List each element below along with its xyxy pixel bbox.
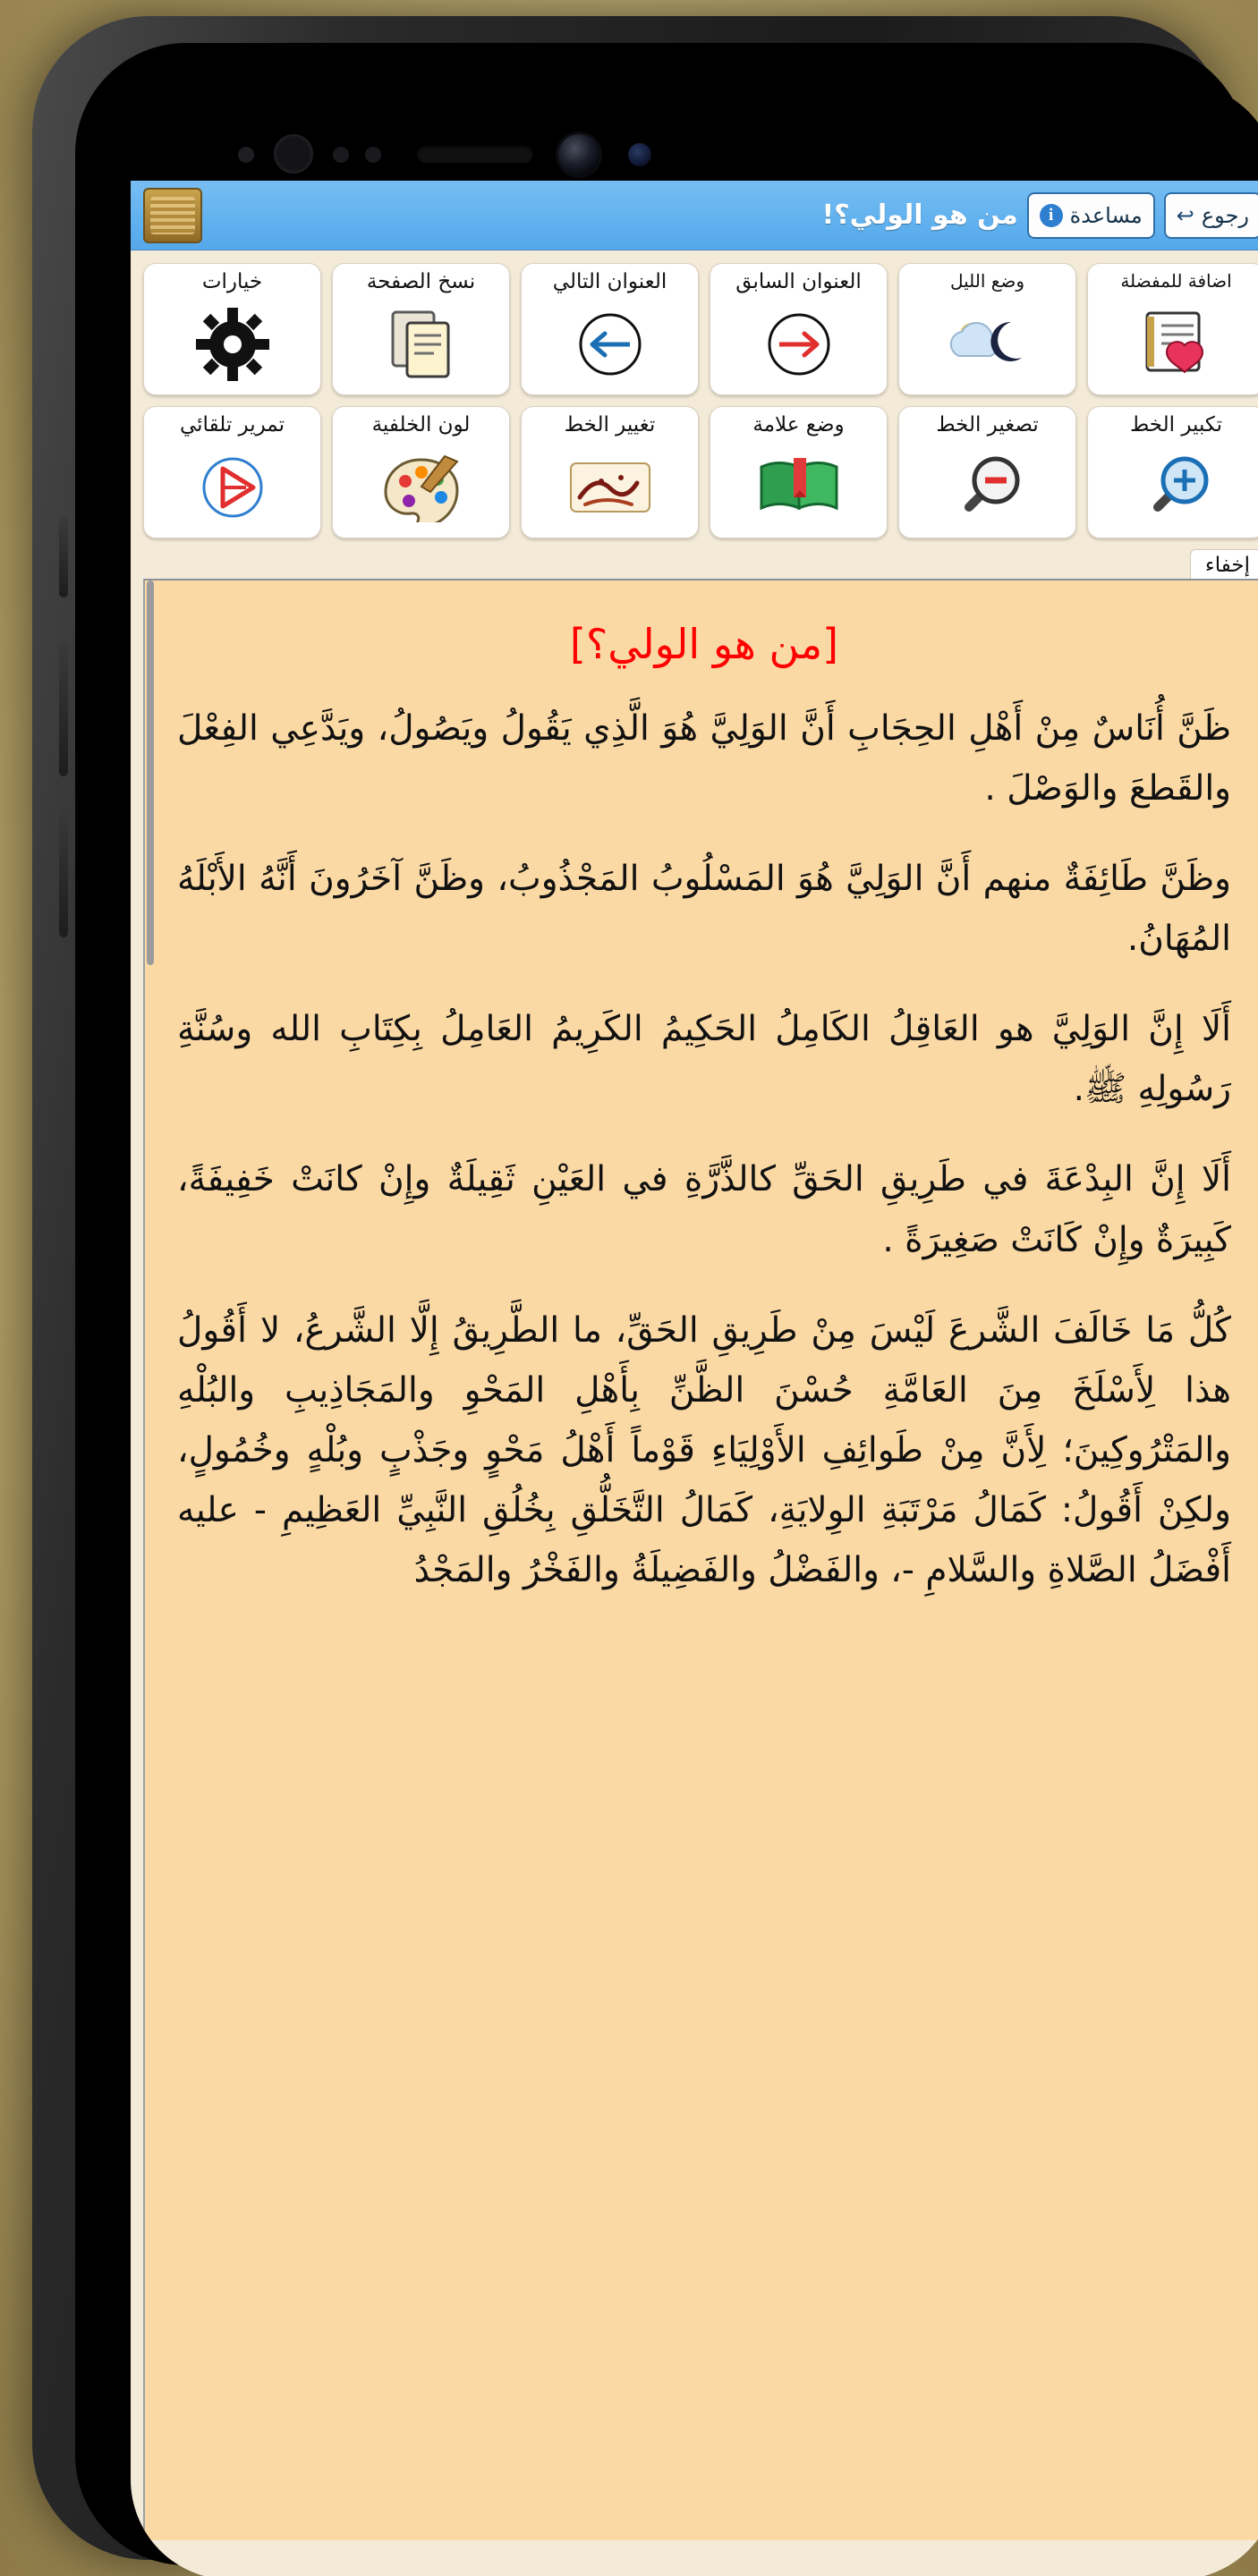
document-paragraph: أَلَا إِنَّ البِدْعَةَ في طَرِيقِ الحَقِّ كالذَّرَّةِ في العَيْنِ ثَقِيلَةٌ وإِنْ كانَتْ خَفِيفَةً، كَبِيرَةٌ وإِنْ كَانَتْ صَغِيرَةً .	[177, 1159, 1231, 1260]
tool-set-bookmark[interactable]	[710, 406, 888, 538]
night-mode-icon	[899, 291, 1075, 394]
tool-decrease-font[interactable]	[898, 406, 1076, 538]
help-label: مساعدة	[1069, 202, 1143, 228]
app-title-bar	[131, 181, 1258, 250]
phone-button-volume-down[interactable]	[59, 803, 68, 937]
tool-auto-scroll[interactable]	[143, 406, 321, 538]
reader-scrollbar[interactable]	[147, 580, 154, 2576]
tool-label: وضع علامة	[752, 413, 845, 436]
phone-button-bixby[interactable]	[59, 517, 68, 597]
tool-next-title[interactable]	[521, 263, 699, 395]
document-paragraph: ظَنَّ أُنَاسٌ مِنْ أَهْلِ الحِجَابِ أَنَّ الوَلِيَّ هُوَ الَّذِي يَقُولُ ويَصُولُ، ويَدَّعِي الفِعْلَ والقَطعَ والوَصْلَ .	[177, 708, 1231, 809]
document-title: [من هو الولي؟]	[569, 620, 839, 668]
secondary-sensor-icon	[628, 143, 651, 166]
proximity-sensor-icon	[238, 147, 254, 163]
tool-label: تغيير الخط	[564, 413, 656, 436]
back-button[interactable]	[1164, 192, 1258, 239]
font-change-icon	[522, 436, 698, 538]
toolbar-row-2	[131, 395, 1258, 549]
iris-scanner-icon	[274, 134, 313, 174]
document-paragraph: كُلُّ مَا خَالَفَ الشَّرعَ لَيْسَ مِنْ طَرِيقِ الحَقِّ، ما الطَّرِيقُ إِلَّا الشَّرعُ، لا أَقُولُ هذا لِأَسْلَخَ مِنَ العَامَّةِ حُسْنَ الظَّنِّ بِأَهْلِ المَحْوِ والمَجَاذِيبِ والبُلْهِ والمَتْرُوكِينَ؛ لِأَنَّ مِنْ طَوائِفِ الأَوْلِيَاءِ قَوْماً أَهْلُ مَحْوٍ وجَذْبٍ وبُلْهٍ وخُمُولٍ، ولكِنْ أَقُولُ: كَمَالُ مَرْتَبَةِ الوِلايَةِ، كَمَالُ التَّخَلُّقِ بِخُلُقِ النَّبِيِّ العَظِيمِ - عليه أَفْضَلُ الصَّلاةِ والسَّلامِ -، والفَضْلُ والفَضِيلَةُ والفَخْرُ والمَجْدُ	[177, 1309, 1231, 1590]
zoom-out-icon	[899, 436, 1075, 538]
tool-options[interactable]	[143, 263, 321, 395]
phone-screen	[131, 82, 1258, 2576]
tool-label: وضع الليل	[949, 270, 1025, 292]
zoom-in-icon	[1088, 436, 1258, 538]
back-arrow-icon: ↩	[1176, 202, 1194, 228]
tool-change-font[interactable]	[521, 406, 699, 538]
document-paragraph: أَلَا إِنَّ الوَلِيَّ هو العَاقِلُ الكَامِلُ الحَكِيمُ الكَرِيمُ العَامِلُ بِكِتَابِ الله وسُنَّةِ رَسُولِهِ ﷺ.	[177, 1009, 1231, 1110]
led-indicator-icon	[365, 147, 381, 163]
app-bottom-area	[131, 2540, 1258, 2576]
tool-previous-title[interactable]	[710, 263, 888, 395]
tool-label: اضافة للمفضلة	[1120, 270, 1232, 292]
tool-label: تكبير الخط	[1129, 413, 1223, 436]
tool-label: العنوان السابق	[735, 270, 862, 293]
hide-button[interactable]: إخفاء	[1190, 549, 1258, 579]
earpiece-speaker	[417, 145, 533, 163]
app-window	[131, 181, 1258, 2576]
toolbar-row-1	[131, 250, 1258, 395]
gear-icon	[144, 293, 320, 394]
copy-page-icon	[333, 293, 509, 394]
tool-label: العنوان التالي	[552, 270, 667, 293]
tool-increase-font[interactable]	[1087, 406, 1258, 538]
arrow-left-circle-icon	[522, 293, 698, 394]
tool-night-mode[interactable]	[898, 263, 1076, 395]
tool-label: لون الخلفية	[371, 413, 471, 436]
reader-content	[145, 580, 1258, 1600]
page-title: من هو الولي؟!	[821, 199, 1018, 231]
palette-icon	[333, 436, 509, 538]
tool-add-favorite[interactable]	[1087, 263, 1258, 395]
bookmark-book-icon	[710, 436, 887, 538]
tool-label: خيارات	[201, 270, 263, 293]
reader-pane[interactable]	[143, 579, 1258, 2576]
tool-copy-page[interactable]	[332, 263, 510, 395]
tool-label: تصغير الخط	[936, 413, 1039, 436]
app-logo-icon	[143, 188, 202, 243]
reader-scrollbar-thumb[interactable]	[147, 580, 154, 965]
autoscroll-play-icon	[144, 436, 320, 538]
light-sensor-icon	[333, 147, 349, 163]
front-camera-icon	[558, 134, 599, 175]
arrow-right-circle-icon	[710, 293, 887, 394]
info-icon: i	[1040, 204, 1063, 227]
phone-bezel	[75, 43, 1250, 2565]
back-label: رجوع	[1201, 202, 1249, 228]
phone-body	[32, 16, 1250, 2560]
help-button[interactable]	[1027, 192, 1155, 239]
tool-label: تمرير تلقائي	[179, 413, 285, 436]
phone-button-volume-up[interactable]	[59, 642, 68, 776]
hide-toolbar-row	[131, 549, 1258, 579]
tool-background-color[interactable]	[332, 406, 510, 538]
tool-label: نسخ الصفحة	[366, 270, 476, 293]
bookmark-heart-icon	[1088, 291, 1258, 394]
document-paragraph: وظَنَّ طَائِفَةٌ منهم أَنَّ الوَلِيَّ هُوَ المَسْلُوبُ المَجْذُوبُ، وظَنَّ آخَرُونَ أَنَّهُ الأَبْلَهُ المُهَانُ.	[177, 859, 1231, 960]
